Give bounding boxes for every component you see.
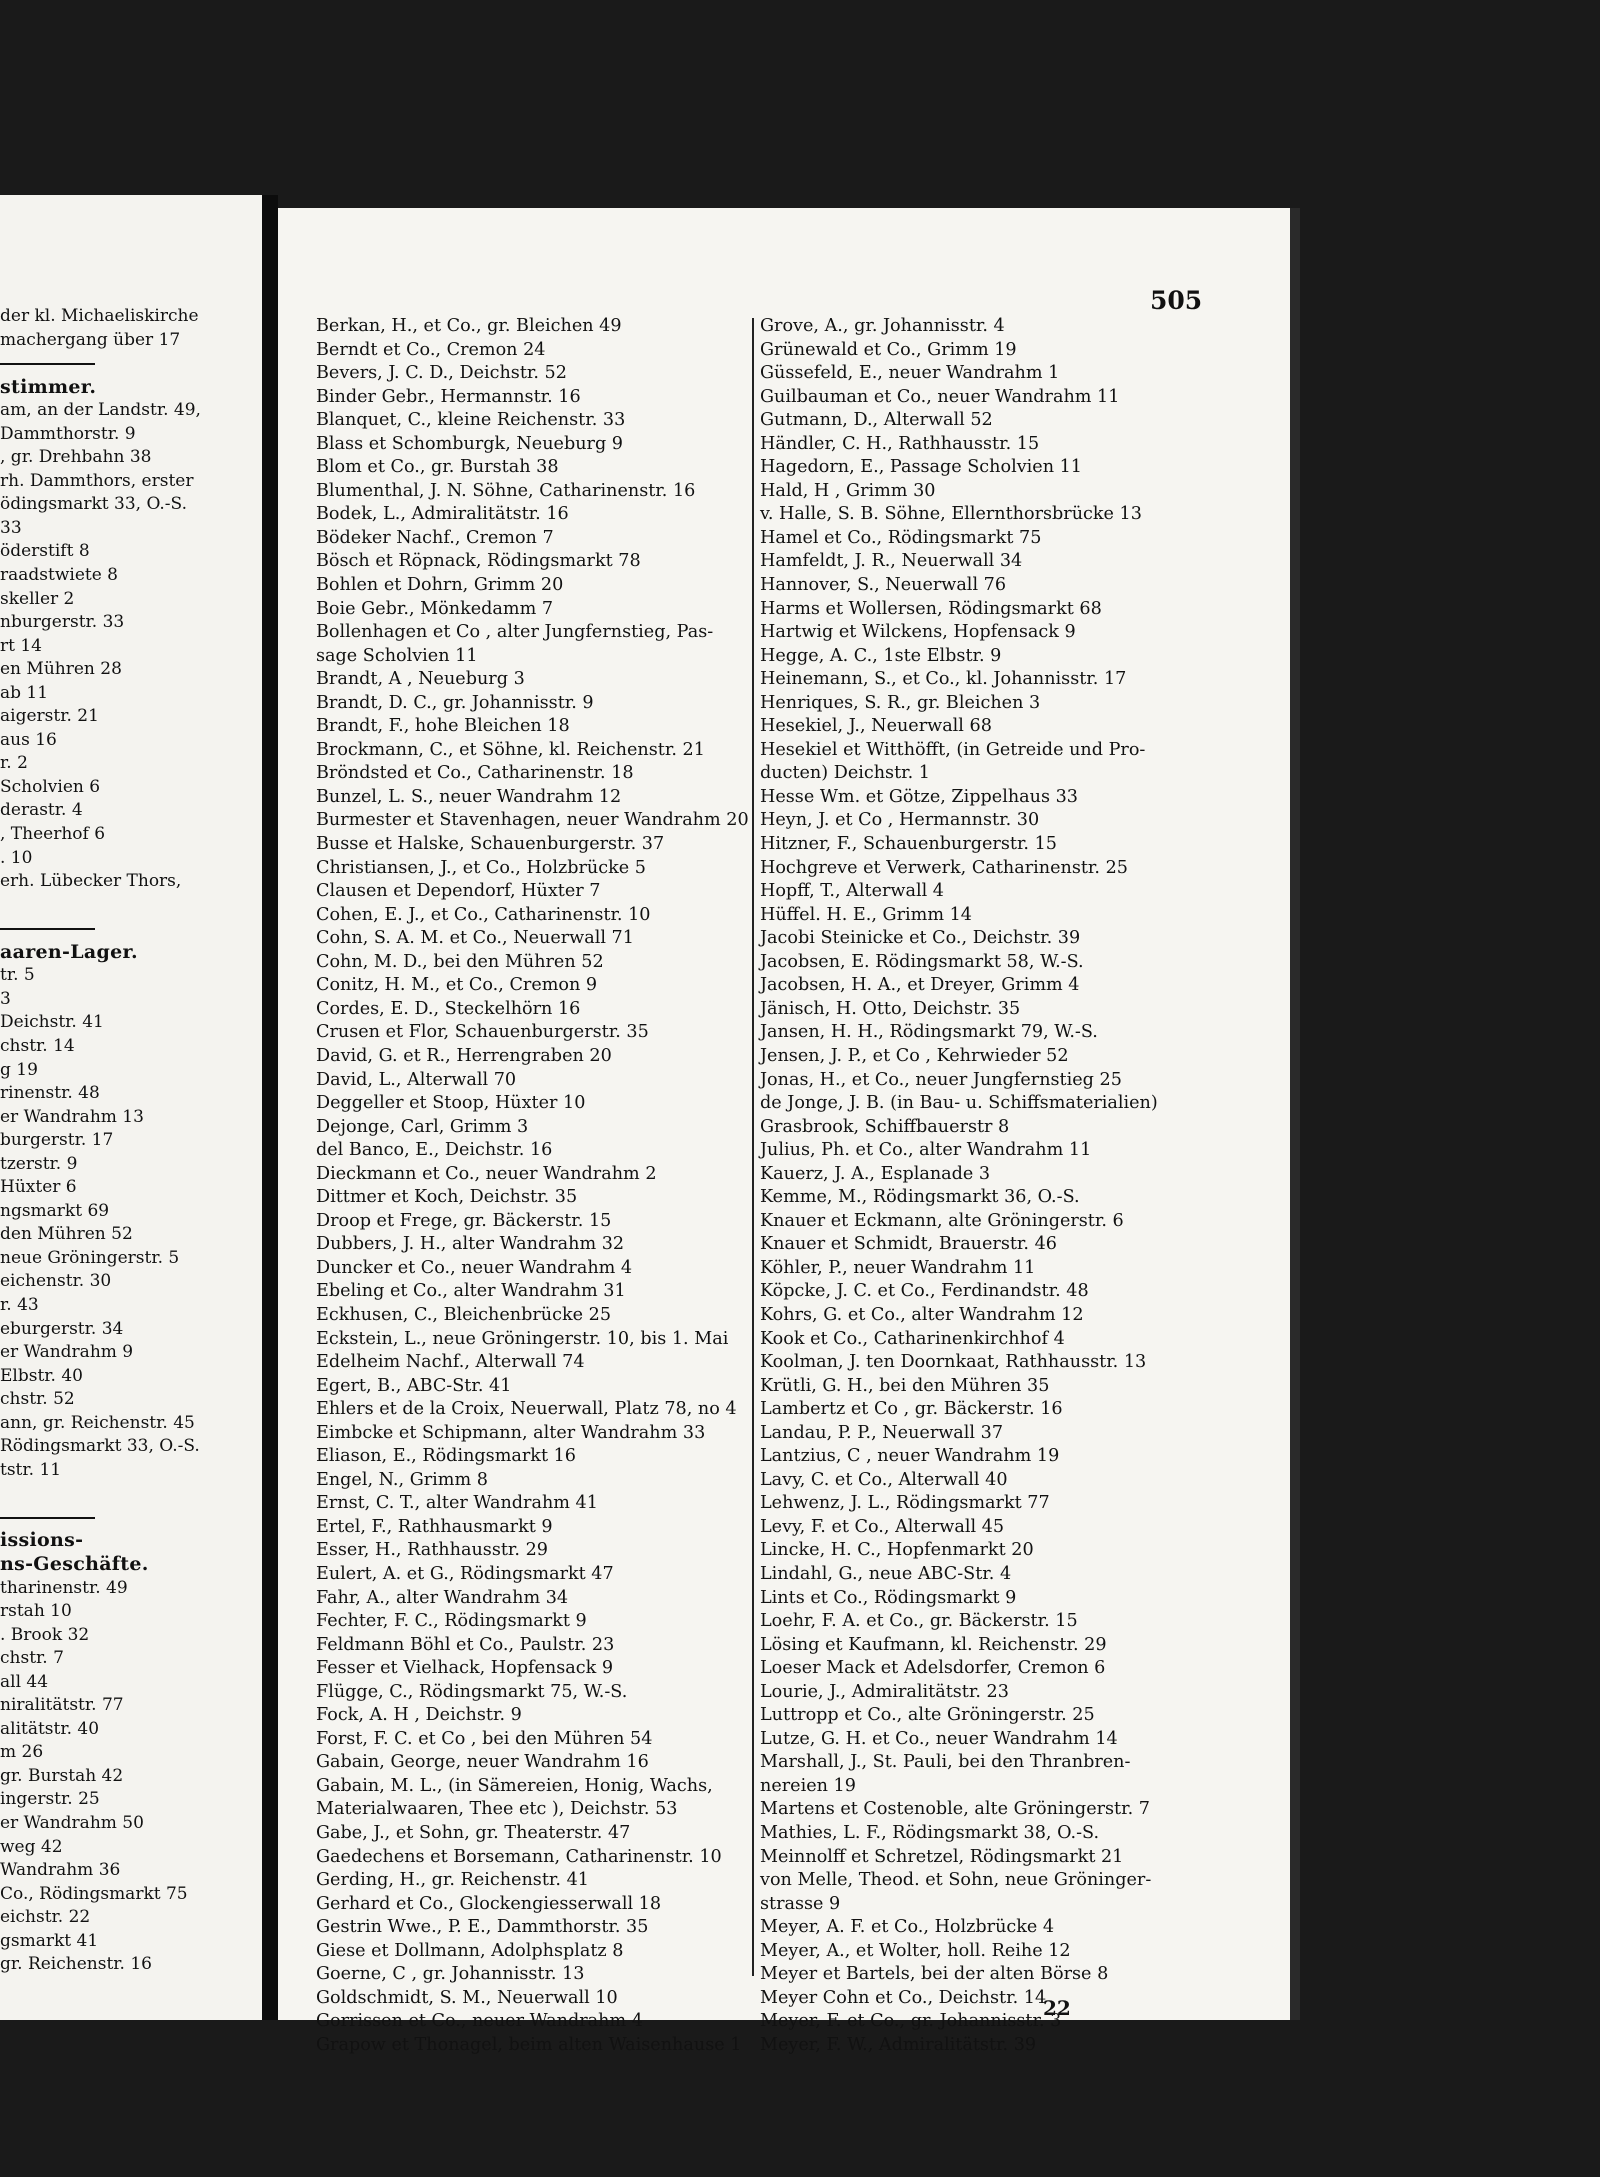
directory-entry: Ehlers et de la Croix, Neuerwall, Platz 78, no 4 <box>316 1399 737 1420</box>
book-spine <box>262 195 278 2020</box>
directory-line: 3 <box>0 988 11 1009</box>
directory-entry: David, G. et R., Herrengraben 20 <box>316 1045 612 1066</box>
directory-line: rt 14 <box>0 635 42 656</box>
directory-entry: Hamel et Co., Rödingsmarkt 75 <box>760 527 1042 548</box>
directory-entry: Meyer et Bartels, bei der alten Börse 8 <box>760 1964 1109 1985</box>
directory-entry: v. Halle, S. B. Söhne, Ellernthorsbrücke 13 <box>760 504 1142 525</box>
directory-line: chstr. 52 <box>0 1389 75 1410</box>
directory-line: tharinenstr. 49 <box>0 1577 128 1598</box>
directory-line: , gr. Drehbahn 38 <box>0 447 152 468</box>
directory-entry: Hesekiel, J., Neuerwall 68 <box>760 716 992 737</box>
directory-entry: Bohlen et Dohrn, Grimm 20 <box>316 575 564 596</box>
directory-entry: Crusen et Flor, Schauenburgerstr. 35 <box>316 1022 649 1043</box>
directory-entry: Goerne, C , gr. Johannisstr. 13 <box>316 1964 585 1985</box>
directory-line: skeller 2 <box>0 588 75 609</box>
directory-line: er Wandrahm 13 <box>0 1106 144 1127</box>
directory-line: aigerstr. 21 <box>0 706 99 727</box>
directory-entry: Meyer, F. W., Admiralitätstr. 39 <box>760 2034 1037 2055</box>
directory-entry: strasse 9 <box>760 1893 841 1914</box>
directory-entry: Lutze, G. H. et Co., neuer Wandrahm 14 <box>760 1728 1118 1749</box>
left-page-column <box>0 305 262 1977</box>
directory-line: raadstwiete 8 <box>0 565 118 586</box>
directory-line: 33 <box>0 517 22 538</box>
directory-entry: Dittmer et Koch, Deichstr. 35 <box>316 1187 578 1208</box>
directory-entry: Meyer Cohn et Co., Deichstr. 14 <box>760 1987 1047 2008</box>
directory-line: Wandrahm 36 <box>0 1860 121 1881</box>
directory-entry: Lints et Co., Rödingsmarkt 9 <box>760 1587 1017 1608</box>
directory-entry: Hartwig et Wilckens, Hopfensack 9 <box>760 622 1076 643</box>
directory-line: ngsmarkt 69 <box>0 1200 110 1221</box>
directory-entry: Burmester et Stavenhagen, neuer Wandrahm 20 <box>316 810 749 831</box>
directory-entry: Kohrs, G. et Co., alter Wandrahm 12 <box>760 1304 1084 1325</box>
directory-entry: Knauer et Schmidt, Brauerstr. 46 <box>760 1234 1057 1255</box>
left-page <box>0 195 262 2020</box>
directory-entry: Lindahl, G., neue ABC-Str. 4 <box>760 1563 1012 1584</box>
directory-entry: de Jonge, J. B. (in Bau- u. Schiffsmaterialien) <box>760 1093 1158 1114</box>
directory-entry: Brandt, F., hohe Bleichen 18 <box>316 716 570 737</box>
directory-entry: Koolman, J. ten Doornkaat, Rathhausstr. 13 <box>760 1352 1147 1373</box>
directory-entry: Dejonge, Carl, Grimm 3 <box>316 1116 529 1137</box>
directory-line: Dammthorstr. 9 <box>0 423 136 444</box>
directory-line: tzerstr. 9 <box>0 1153 78 1174</box>
directory-entry: Köpcke, J. C. et Co., Ferdinandstr. 48 <box>760 1281 1089 1302</box>
directory-entry: Jacobi Steinicke et Co., Deichstr. 39 <box>760 928 1081 949</box>
directory-entry: Ertel, F., Rathhausmarkt 9 <box>316 1516 553 1537</box>
directory-entry: Harms et Wollersen, Rödingsmarkt 68 <box>760 598 1102 619</box>
directory-entry: Gestrin Wwe., P. E., Dammthorstr. 35 <box>316 1917 649 1938</box>
directory-line: niralitätstr. 77 <box>0 1695 124 1716</box>
directory-entry: Grove, A., gr. Johannisstr. 4 <box>760 316 1005 336</box>
directory-line: Co., Rödingsmarkt 75 <box>0 1883 188 1904</box>
directory-entry: Lourie, J., Admiralitätstr. 23 <box>760 1681 1009 1702</box>
directory-entry: Loeser Mack et Adelsdorfer, Cremon 6 <box>760 1658 1106 1679</box>
section-rule <box>0 1506 262 1530</box>
directory-line: chstr. 7 <box>0 1648 64 1669</box>
directory-line: ödingsmarkt 33, O.-S. <box>0 494 187 515</box>
directory-entry: Bösch et Röpnack, Rödingsmarkt 78 <box>316 551 641 572</box>
directory-entry: Hüffel. H. E., Grimm 14 <box>760 904 972 925</box>
directory-entry: Loehr, F. A. et Co., gr. Bäckerstr. 15 <box>760 1611 1078 1632</box>
directory-entry: Lehwenz, J. L., Rödingsmarkt 77 <box>760 1493 1050 1514</box>
directory-entry: Berkan, H., et Co., gr. Bleichen 49 <box>316 316 622 336</box>
directory-entry: Cohn, M. D., bei den Mühren 52 <box>316 951 604 972</box>
directory-entry: Gabe, J., et Sohn, gr. Theaterstr. 47 <box>316 1823 631 1843</box>
directory-line: weg 42 <box>0 1836 63 1857</box>
directory-entry: Eliason, E., Rödingsmarkt 16 <box>316 1446 576 1467</box>
directory-entry: Esser, H., Rathhausstr. 29 <box>316 1540 548 1561</box>
directory-entry: Lavy, C. et Co., Alterwall 40 <box>760 1469 1008 1490</box>
directory-line: r. 2 <box>0 753 28 774</box>
directory-entry: David, L., Alterwall 70 <box>316 1069 517 1090</box>
directory-line: er Wandrahm 9 <box>0 1342 134 1363</box>
directory-entry: ducten) Deichstr. 1 <box>760 763 931 784</box>
directory-entry: Blanquet, C., kleine Reichenstr. 33 <box>316 410 626 431</box>
directory-entry: Hitzner, F., Schauenburgerstr. 15 <box>760 834 1057 855</box>
directory-entry: Ernst, C. T., alter Wandrahm 41 <box>316 1493 598 1514</box>
directory-entry: Heinemann, S., et Co., kl. Johannisstr. 17 <box>760 669 1127 690</box>
directory-entry: Gaedechens et Borsemann, Catharinenstr. 10 <box>316 1846 722 1867</box>
directory-line: Hüxter 6 <box>0 1177 77 1198</box>
directory-entry: Bödeker Nachf., Cremon 7 <box>316 527 554 548</box>
directory-line: rstah 10 <box>0 1601 72 1622</box>
directory-line: Elbstr. 40 <box>0 1365 83 1386</box>
page-number: 505 <box>1150 286 1203 315</box>
directory-line: rinenstr. 48 <box>0 1083 100 1104</box>
directory-line: chstr. 14 <box>0 1035 75 1056</box>
directory-entry: Gabain, M. L., (in Sämereien, Honig, Wachs, <box>316 1775 713 1796</box>
directory-line: ingerstr. 25 <box>0 1789 100 1810</box>
directory-entry: Ebeling et Co., alter Wandrahm 31 <box>316 1281 626 1302</box>
directory-entry: Jensen, J. P., et Co , Kehrwieder 52 <box>760 1045 1069 1066</box>
directory-entry: Hegge, A. C., 1ste Elbstr. 9 <box>760 645 1002 666</box>
directory-line: den Mühren 52 <box>0 1224 133 1245</box>
section-rule <box>0 917 262 941</box>
directory-entry: Jansen, H. H., Rödingsmarkt 79, W.-S. <box>760 1022 1098 1043</box>
directory-line: alitätstr. 40 <box>0 1718 100 1739</box>
directory-line: ab 11 <box>0 682 49 703</box>
directory-entry: Hagedorn, E., Passage Scholvien 11 <box>760 457 1083 478</box>
directory-line: eichstr. 22 <box>0 1907 91 1928</box>
directory-entry: Henriques, S. R., gr. Bleichen 3 <box>760 692 1041 713</box>
directory-entry: von Melle, Theod. et Sohn, neue Gröninger- <box>760 1870 1152 1891</box>
directory-entry: Egert, B., ABC-Str. 41 <box>316 1375 512 1396</box>
directory-entry: Martens et Costenoble, alte Gröningerstr. 7 <box>760 1799 1150 1820</box>
directory-line: Deichstr. 41 <box>0 1012 104 1033</box>
directory-entry: Cohn, S. A. M. et Co., Neuerwall 71 <box>316 928 634 949</box>
directory-line: am, an der Landstr. 49, <box>0 400 201 421</box>
directory-line: g 19 <box>0 1059 38 1080</box>
directory-line: rh. Dammthors, erster <box>0 470 194 491</box>
directory-entry: Dubbers, J. H., alter Wandrahm 32 <box>316 1234 625 1255</box>
directory-entry: Lambertz et Co , gr. Bäckerstr. 16 <box>760 1399 1063 1420</box>
section-heading: ns-Geschäfte. <box>0 1552 149 1575</box>
directory-entry: Eulert, A. et G., Rödingsmarkt 47 <box>316 1563 614 1584</box>
directory-entry: Engel, N., Grimm 8 <box>316 1469 488 1490</box>
directory-entry: Forst, F. C. et Co , bei den Mühren 54 <box>316 1728 653 1749</box>
directory-entry: Grasbrook, Schiffbauerstr 8 <box>760 1116 1010 1137</box>
directory-entry: Fechter, F. C., Rödingsmarkt 9 <box>316 1611 587 1632</box>
directory-line: machergang über 17 <box>0 329 181 350</box>
directory-entry: Bunzel, L. S., neuer Wandrahm 12 <box>316 786 622 807</box>
directory-line: burgerstr. 17 <box>0 1130 114 1151</box>
directory-line: Rödingsmarkt 33, O.-S. <box>0 1436 200 1457</box>
column-divider <box>752 318 754 1976</box>
directory-entry: Blumenthal, J. N. Söhne, Catharinenstr. 16 <box>316 480 696 501</box>
directory-entry: Julius, Ph. et Co., alter Wandrahm 11 <box>760 1140 1092 1161</box>
directory-entry: Dieckmann et Co., neuer Wandrahm 2 <box>316 1163 657 1184</box>
directory-entry: Mathies, L. F., Rödingsmarkt 38, O.-S. <box>760 1823 1100 1843</box>
directory-entry: Hesse Wm. et Götze, Zippelhaus 33 <box>760 786 1079 807</box>
directory-line: en Mühren 28 <box>0 659 122 680</box>
directory-entry: Hannover, S., Neuerwall 76 <box>760 575 1007 596</box>
directory-entry: Meyer, A. F. et Co., Holzbrücke 4 <box>760 1917 1055 1938</box>
directory-line: neue Gröningerstr. 5 <box>0 1247 180 1268</box>
directory-entry: Knauer et Eckmann, alte Gröningerstr. 6 <box>760 1210 1124 1231</box>
directory-line: aus 16 <box>0 729 57 750</box>
directory-entry: Gerhard et Co., Glockengiesserwall 18 <box>316 1893 662 1914</box>
directory-entry: Giese et Dollmann, Adolphsplatz 8 <box>316 1940 624 1961</box>
directory-line <box>0 894 262 918</box>
directory-entry: Feldmann Böhl et Co., Paulstr. 23 <box>316 1634 615 1655</box>
directory-entry: Fesser et Vielhack, Hopfensack 9 <box>316 1658 614 1679</box>
directory-entry: Guilbauman et Co., neuer Wandrahm 11 <box>760 386 1120 407</box>
directory-line: eichenstr. 30 <box>0 1271 112 1292</box>
directory-entry: Kook et Co., Catharinenkirchhof 4 <box>760 1328 1065 1349</box>
directory-entry: Köhler, P., neuer Wandrahm 11 <box>760 1257 1036 1278</box>
directory-entry: Bröndsted et Co., Catharinenstr. 18 <box>316 763 634 784</box>
directory-entry: Blass et Schomburgk, Neueburg 9 <box>316 433 623 454</box>
directory-entry: Gutmann, D., Alterwall 52 <box>760 410 993 431</box>
directory-entry: Christiansen, J., et Co., Holzbrücke 5 <box>316 857 646 878</box>
directory-entry: Jacobsen, E. Rödingsmarkt 58, W.-S. <box>760 951 1084 972</box>
directory-entry: Blom et Co., gr. Burstah 38 <box>316 457 559 478</box>
directory-entry: Cordes, E. D., Steckelhörn 16 <box>316 998 581 1019</box>
directory-entry: Bevers, J. C. D., Deichstr. 52 <box>316 363 567 384</box>
directory-entry: Hald, H , Grimm 30 <box>760 480 936 501</box>
directory-line: der kl. Michaeliskirche <box>0 306 199 326</box>
directory-entry: Droop et Frege, gr. Bäckerstr. 15 <box>316 1210 612 1231</box>
directory-entry: Marshall, J., St. Pauli, bei den Thranbren- <box>760 1752 1131 1773</box>
directory-line: erh. Lübecker Thors, <box>0 871 182 892</box>
directory-entry: nereien 19 <box>760 1775 856 1796</box>
directory-entry: Eimbcke et Schipmann, alter Wandrahm 33 <box>316 1422 706 1443</box>
directory-entry: Luttropp et Co., alte Gröningerstr. 25 <box>760 1705 1095 1726</box>
directory-entry: Gerding, H., gr. Reichenstr. 41 <box>316 1870 589 1891</box>
directory-entry: Brandt, A , Neueburg 3 <box>316 669 525 690</box>
directory-entry: Grünewald et Co., Grimm 19 <box>760 339 1017 360</box>
directory-line: ann, gr. Reichenstr. 45 <box>0 1412 195 1433</box>
directory-line: r. 43 <box>0 1294 39 1315</box>
directory-line: . Brook 32 <box>0 1624 90 1645</box>
directory-entry: Meinnolff et Schretzel, Rödingsmarkt 21 <box>760 1846 1124 1867</box>
directory-line: gr. Reichenstr. 16 <box>0 1954 152 1975</box>
directory-entry: Eckstein, L., neue Gröningerstr. 10, bis 1. Mai <box>316 1328 729 1349</box>
directory-entry: Cohen, E. J., et Co., Catharinenstr. 10 <box>316 904 651 925</box>
directory-entry: Gorrissen et Co., neuer Wandrahm 4 <box>316 2011 643 2032</box>
directory-entry: Hochgreve et Verwerk, Catharinenstr. 25 <box>760 857 1128 878</box>
directory-line <box>0 1482 262 1506</box>
directory-entry: Hesekiel et Witthöfft, (in Getreide und Pro- <box>760 739 1146 760</box>
directory-entry: Jacobsen, H. A., et Dreyer, Grimm 4 <box>760 975 1080 996</box>
section-rule <box>0 352 262 376</box>
directory-entry: Duncker et Co., neuer Wandrahm 4 <box>316 1257 633 1278</box>
directory-entry: Fahr, A., alter Wandrahm 34 <box>316 1587 569 1608</box>
page-edge <box>1290 208 1300 2020</box>
directory-entry: Fock, A. H , Deichstr. 9 <box>316 1705 522 1726</box>
sheet-signature: 22 <box>1043 1996 1071 2020</box>
directory-entry: Edelheim Nachf., Alterwall 74 <box>316 1352 585 1373</box>
section-heading: aaren-Lager. <box>0 940 138 963</box>
directory-entry: Goldschmidt, S. M., Neuerwall 10 <box>316 1987 618 2008</box>
directory-entry: Lincke, H. C., Hopfenmarkt 20 <box>760 1540 1034 1561</box>
directory-entry: Eckhusen, C., Bleichenbrücke 25 <box>316 1304 612 1325</box>
directory-line: gsmarkt 41 <box>0 1930 99 1951</box>
directory-line: m 26 <box>0 1742 44 1763</box>
directory-line: eburgerstr. 34 <box>0 1318 124 1339</box>
directory-line: , Theerhof 6 <box>0 824 106 845</box>
directory-entry: Berndt et Co., Cremon 24 <box>316 339 546 360</box>
directory-entry: Grapow et Thonagel, beim alten Waisenhause 1 <box>316 2034 742 2055</box>
directory-entry: Händler, C. H., Rathhausstr. 15 <box>760 433 1040 454</box>
directory-line: . 10 <box>0 847 33 868</box>
directory-line: Scholvien 6 <box>0 776 101 797</box>
directory-entry: Hamfeldt, J. R., Neuerwall 34 <box>760 551 1023 572</box>
directory-line: tstr. 11 <box>0 1459 62 1480</box>
directory-entry: Kemme, M., Rödingsmarkt 36, O.-S. <box>760 1187 1080 1208</box>
directory-entry: Lantzius, C , neuer Wandrahm 19 <box>760 1446 1060 1467</box>
directory-entry: Landau, P. P., Neuerwall 37 <box>760 1422 1004 1443</box>
directory-entry: Deggeller et Stoop, Hüxter 10 <box>316 1093 586 1114</box>
directory-entry: Brandt, D. C., gr. Johannisstr. 9 <box>316 692 594 713</box>
directory-column-right <box>760 315 1275 2057</box>
directory-line: öderstift 8 <box>0 541 90 562</box>
directory-entry: del Banco, E., Deichstr. 16 <box>316 1140 553 1161</box>
directory-entry: Meyer, F. et Co., gr. Johannisstr. 3 <box>760 2011 1062 2032</box>
directory-entry: Materialwaaren, Thee etc ), Deichstr. 53 <box>316 1799 678 1820</box>
directory-line: tr. 5 <box>0 965 35 986</box>
directory-entry: Jonas, H., et Co., neuer Jungfernstieg 25 <box>760 1069 1122 1090</box>
directory-entry: Hopff, T., Alterwall 4 <box>760 881 944 902</box>
section-heading: stimmer. <box>0 375 97 398</box>
section-heading: issions- <box>0 1529 84 1552</box>
directory-line: nburgerstr. 33 <box>0 612 125 633</box>
directory-entry: Clausen et Dependorf, Hüxter 7 <box>316 881 601 902</box>
directory-line: all 44 <box>0 1671 49 1692</box>
directory-entry: Binder Gebr., Hermannstr. 16 <box>316 386 581 407</box>
directory-entry: Jänisch, H. Otto, Deichstr. 35 <box>760 998 1021 1019</box>
directory-entry: Conitz, H. M., et Co., Cremon 9 <box>316 975 598 996</box>
directory-entry: sage Scholvien 11 <box>316 645 478 666</box>
directory-entry: Bollenhagen et Co , alter Jungfernstieg, Pas- <box>316 622 714 643</box>
directory-entry: Levy, F. et Co., Alterwall 45 <box>760 1516 1005 1537</box>
directory-entry: Brockmann, C., et Söhne, kl. Reichenstr. 21 <box>316 739 705 760</box>
directory-entry: Güssefeld, E., neuer Wandrahm 1 <box>760 363 1060 384</box>
directory-entry: Busse et Halske, Schauenburgerstr. 37 <box>316 834 665 855</box>
directory-entry: Flügge, C., Rödingsmarkt 75, W.-S. <box>316 1681 628 1702</box>
directory-entry: Lösing et Kaufmann, kl. Reichenstr. 29 <box>760 1634 1107 1655</box>
directory-line: gr. Burstah 42 <box>0 1765 124 1786</box>
directory-entry: Kauerz, J. A., Esplanade 3 <box>760 1163 991 1184</box>
directory-line: er Wandrahm 50 <box>0 1813 144 1833</box>
directory-entry: Gabain, George, neuer Wandrahm 16 <box>316 1752 649 1773</box>
directory-entry: Heyn, J. et Co , Hermannstr. 30 <box>760 810 1040 831</box>
directory-entry: Bodek, L., Admiralitätstr. 16 <box>316 504 569 525</box>
right-page <box>278 208 1290 2055</box>
directory-entry: Meyer, A., et Wolter, holl. Reihe 12 <box>760 1940 1071 1961</box>
directory-entry: Boie Gebr., Mönkedamm 7 <box>316 598 554 619</box>
directory-line: derastr. 4 <box>0 800 83 821</box>
directory-entry: Krütli, G. H., bei den Mühren 35 <box>760 1375 1050 1396</box>
